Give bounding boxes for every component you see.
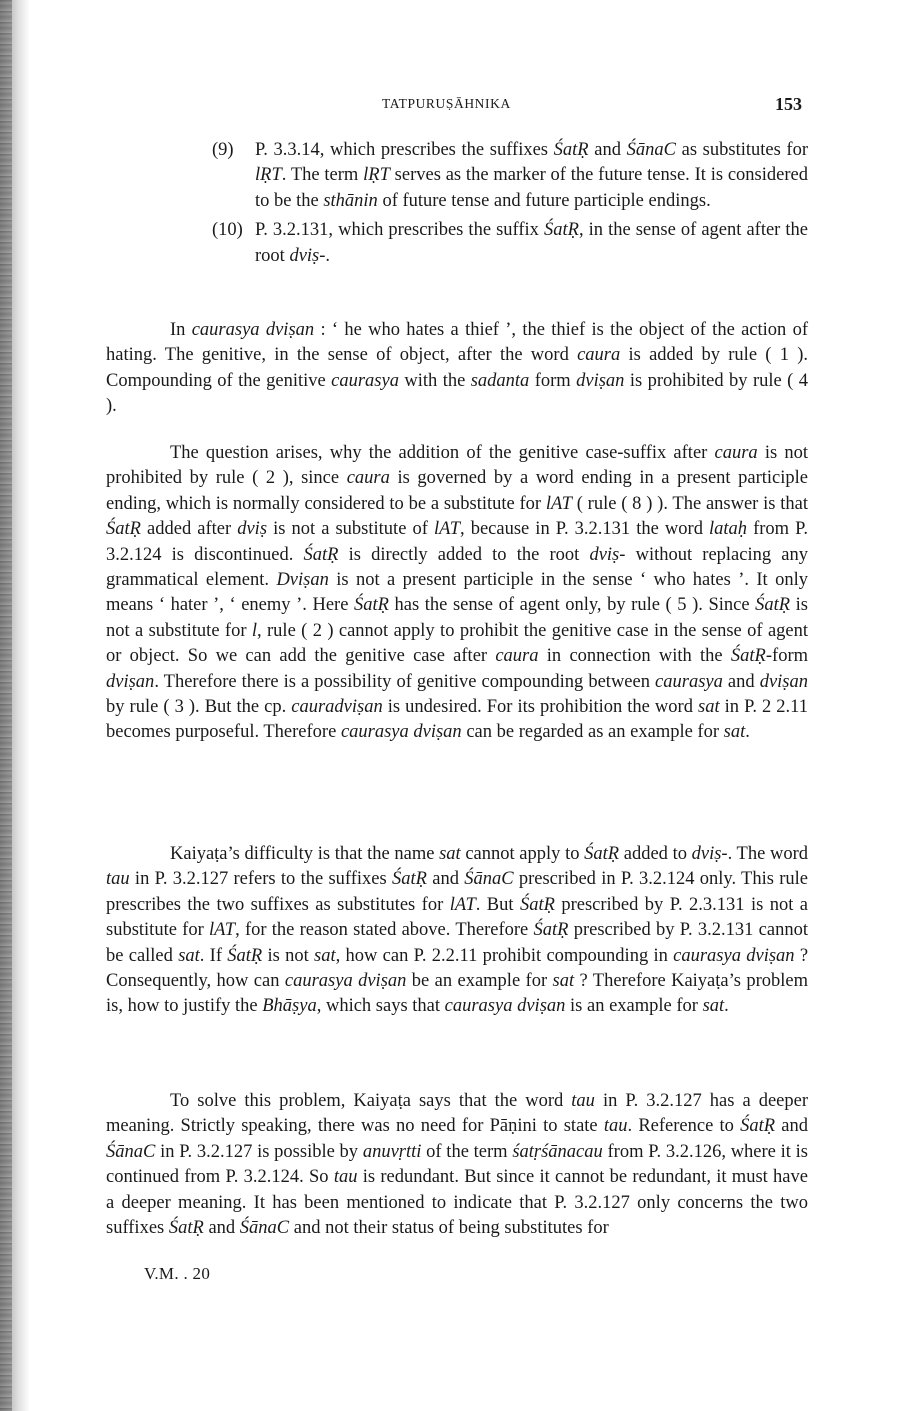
italic-term: śatṛśānacau <box>512 1141 603 1162</box>
text-run: from P. 3.2.124 is discontinued. <box>106 519 809 565</box>
italic-term: sat <box>702 996 725 1017</box>
text-run: To solve this problem, Kaiyaṭa says that the word <box>170 1091 572 1111</box>
italic-term: lṚT <box>255 165 282 186</box>
italic-term: tau <box>603 1116 628 1137</box>
italic-term: tau <box>571 1091 595 1111</box>
text-run: prescribed by P. 3.2.131 cannot be called <box>106 920 808 966</box>
text-run: . Reference to <box>627 1116 741 1137</box>
text-run: . <box>724 996 729 1017</box>
italic-term: ŚānaC <box>464 869 514 890</box>
text-run: is an example for <box>565 996 703 1017</box>
list-item-number: (10) <box>212 220 243 241</box>
text-run: . But <box>475 894 520 915</box>
page-number: 153 <box>775 94 802 114</box>
italic-term: ŚatṚ <box>392 869 427 890</box>
signature-mark: V.M. . 20 <box>144 1264 211 1283</box>
italic-term: dviṣan <box>759 671 808 692</box>
paragraph-text <box>106 318 808 420</box>
text-run: has the sense of agent only, by rule ( 5 ). Since <box>388 595 756 616</box>
text-run: . The term <box>281 165 364 186</box>
italic-term: cauradviṣan <box>291 697 383 718</box>
text-run: , because in P. 3.2.131 the word <box>460 519 710 540</box>
text-run: . Therefore there is a possibility of genitive compounding between <box>154 671 656 692</box>
text-run: prescribed by P. 2.3.131 is not a substitute for <box>106 894 808 941</box>
text-run: ? Therefore Kaiyaṭa’s problem is, how to justify the <box>106 971 808 1017</box>
text-run: and <box>722 671 760 692</box>
italic-term: dviṣ- <box>589 544 626 565</box>
italic-term: ŚatṚ <box>730 646 766 667</box>
text-run: is not <box>262 945 315 966</box>
text-run: . If <box>199 945 228 966</box>
paragraph-2 <box>106 441 808 746</box>
list-item-number: (9) <box>212 140 234 160</box>
italic-term: Dviṣan <box>276 570 329 591</box>
text-run: added after <box>140 519 238 540</box>
paragraph-4 <box>106 1089 808 1241</box>
page-header <box>382 94 802 118</box>
italic-term: ŚatṚ <box>354 595 389 616</box>
text-run: in P. 2 2.11 becomes purposeful. Therefore <box>106 697 808 743</box>
text-run: can be regarded as an example for <box>461 722 724 743</box>
text-run: The question arises, why the addition of the genitive case-suffix after <box>170 443 715 463</box>
italic-term: sat <box>314 945 336 966</box>
italic-term: ŚatṚ <box>303 544 339 565</box>
paragraph-3 <box>106 842 808 1020</box>
text-run: . <box>745 722 750 743</box>
paragraph-text <box>106 441 808 746</box>
text-run: be an example for <box>406 971 553 992</box>
text-run: and <box>775 1116 808 1137</box>
italic-term: dviṣ <box>237 519 268 540</box>
text-run: is added by rule ( 1 ). Compounding of the genitive <box>106 345 808 391</box>
text-run: prescribed in P. 3.2.124 only. This rule prescribes the two suffixes as substitutes for <box>106 869 808 915</box>
italic-term: sat <box>698 697 720 718</box>
text-run: of future tense and future participle endings. <box>377 190 711 211</box>
text-run: in P. 3.2.127 is possible by <box>155 1141 363 1162</box>
italic-term: lAT <box>209 920 236 941</box>
text-run: : ‘ he who hates a thief ’, the thief is the object of the action of hating. The genitive, in the sense of object, after the word <box>106 320 808 366</box>
text-run: without replacing any grammatical element. <box>106 544 808 591</box>
italic-term: dviṣ- <box>691 844 728 864</box>
italic-term: dviṣ- <box>289 245 326 266</box>
italic-term: caurasya dviṣan <box>191 320 315 340</box>
paragraph-text <box>106 842 808 1020</box>
text-run: . The word <box>727 844 808 864</box>
text-run: added to <box>619 844 692 864</box>
italic-term: tau <box>106 869 130 890</box>
list-item-text <box>255 140 808 211</box>
italic-term: tau <box>333 1167 358 1188</box>
text-run: -form <box>765 646 808 667</box>
italic-term: ŚatṚ <box>543 220 579 241</box>
italic-term: ŚānaC <box>626 140 676 160</box>
italic-term: lṚT <box>363 165 390 186</box>
text-run: and <box>426 869 465 890</box>
text-run: with the <box>398 370 471 391</box>
italic-term: caura <box>495 646 539 667</box>
text-run: is not prohibited by rule ( 2 ), since <box>106 443 808 489</box>
italic-term: ŚatṚ <box>533 920 569 941</box>
rule-list <box>212 138 808 273</box>
italic-term: Bhāṣya <box>262 996 317 1017</box>
text-run: is not a substitute for <box>106 595 808 641</box>
text-run: is not a substitute of <box>267 519 434 540</box>
italic-term: caura <box>714 443 758 463</box>
italic-term: caurasya dviṣan <box>444 996 566 1017</box>
list-item-9 <box>212 138 808 214</box>
paragraph-1 <box>106 318 808 420</box>
italic-term: lataḥ <box>709 519 748 540</box>
text-run: in P. 3.2.127 refers to the suffixes <box>129 869 392 890</box>
italic-term: ŚatṚ <box>584 844 620 864</box>
italic-term: caurasya <box>331 370 399 391</box>
italic-term: caurasya dviṣan <box>284 971 407 992</box>
italic-term: caurasya dviṣan <box>673 945 795 966</box>
text-run: in P. 3.2.127 has a deeper meaning. Strictly speaking, there was no need for Pāṇini to state <box>106 1091 809 1137</box>
text-run: and <box>588 140 627 160</box>
list-item-10 <box>212 218 808 269</box>
text-run: is redundant. But since it cannot be redundant, it must have a deeper meaning. It has been mentioned to indicate that P. 3.2.127 only concerns the two suffixes <box>106 1167 808 1239</box>
text-run: , in the sense of agent after the root <box>255 220 808 266</box>
italic-term: lAT <box>545 493 572 514</box>
italic-term: anuvṛtti <box>362 1141 422 1162</box>
scan-edge-binding <box>0 0 12 1411</box>
italic-term: lAT <box>433 519 460 540</box>
italic-term: dviṣan <box>106 671 155 692</box>
text-run: and <box>203 1218 240 1239</box>
text-run: is prohibited by rule ( 4 ). <box>106 370 808 417</box>
italic-term: sat <box>439 844 461 864</box>
text-run: , rule ( 2 ) cannot apply to prohibit the genitive case in the sense of agent or object. So we can add the genitive case after <box>106 620 809 667</box>
italic-term: sadanta <box>470 370 530 391</box>
text-run: , for the reason stated above. Therefore <box>235 920 534 941</box>
text-run: as substitutes for <box>675 140 809 160</box>
text-run: is undesired. For its prohibition the word <box>382 697 699 718</box>
text-run: In <box>170 320 192 340</box>
text-run: , which says that <box>316 996 445 1017</box>
italic-term: ŚānaC <box>106 1141 156 1162</box>
italic-term: ŚatṚ <box>755 595 791 616</box>
italic-term: caura <box>346 468 390 489</box>
text-run: in connection with the <box>538 646 731 667</box>
italic-term: caurasya dviṣan <box>340 722 462 743</box>
list-item-text <box>255 220 808 265</box>
italic-term: l <box>251 620 258 641</box>
italic-term: caurasya <box>655 671 723 692</box>
text-run: is directly added to the root <box>338 544 590 565</box>
italic-term: ŚatṚ <box>227 945 263 966</box>
running-title: TATPURUṢĀHNIKA <box>382 96 511 111</box>
italic-term: caura <box>577 345 621 366</box>
italic-term: sthānin <box>323 190 378 211</box>
text-run: serves as the marker of the future tense. It is considered to be the <box>255 165 808 211</box>
text-run: P. 3.2.131, which prescribes the suffix <box>255 220 544 241</box>
italic-term: lAT <box>449 894 476 915</box>
text-run: P. 3.3.14, which prescribes the suffixes <box>255 140 554 160</box>
italic-term: dviṣan <box>576 370 625 391</box>
text-run: from P. 3.2.126, where it is continued from P. 3.2.124. So <box>106 1141 809 1188</box>
text-run: and not their status of being substitutes for <box>289 1218 609 1239</box>
text-run: Kaiyaṭa’s difficulty is that the name <box>170 844 440 864</box>
text-run: by rule ( 3 ). But the cp. <box>106 697 292 718</box>
text-run: ? Consequently, how can <box>106 945 809 992</box>
text-run: is governed by a word ending in a present participle ending, which is normally considered to be a substitute for <box>106 468 808 514</box>
italic-term: ŚatṚ <box>740 1116 776 1137</box>
italic-term: sat <box>178 945 200 966</box>
italic-term: sat <box>723 722 746 743</box>
text-run: cannot apply to <box>460 844 585 864</box>
text-run: form <box>529 370 577 391</box>
italic-term: ŚatṚ <box>106 519 141 540</box>
italic-term: sat <box>552 971 575 992</box>
text-run: is not a present participle in the sense ‘ who hates ’. It only means ‘ hater ’, ‘ enemy ’. Here <box>106 570 808 616</box>
italic-term: ŚatṚ <box>519 894 555 915</box>
paragraph-text <box>106 1089 808 1241</box>
italic-term: ŚatṚ <box>553 140 589 160</box>
text-run: of the term <box>421 1141 513 1162</box>
text-run: . <box>325 245 331 266</box>
italic-term: ŚatṚ <box>168 1218 204 1239</box>
text-run: , how can P. 2.2.11 prohibit compounding in <box>335 945 674 966</box>
italic-term: ŚānaC <box>239 1218 290 1239</box>
text-run: ( rule ( 8 ) ). The answer is that <box>571 493 808 514</box>
